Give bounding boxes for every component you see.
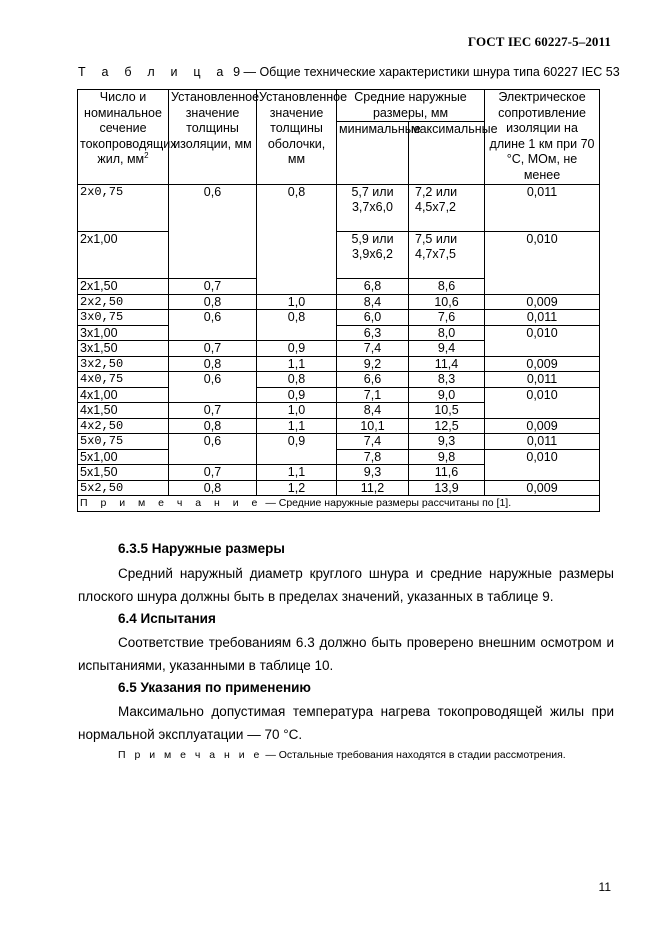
cell-max: 9,8 — [409, 449, 485, 465]
cell-min: 9,3 — [337, 465, 409, 481]
header-outer-dimensions: Средние наружные размеры, мм — [337, 90, 485, 122]
header-cross-section: Число и номинальное сечение токопроводящих жил, $мм^2$ — [78, 90, 169, 185]
cell-sheath: 0,9 — [257, 387, 337, 403]
cell-max: 10,5 — [409, 403, 485, 419]
cell-insulation: 0,7 — [169, 465, 257, 481]
section-6-5-title: 6.5 Указания по применению — [118, 680, 311, 695]
cell-min: 6,0 — [337, 310, 409, 326]
cell-section: 2x1,50 — [78, 279, 169, 295]
cell-min: 7,1 — [337, 387, 409, 403]
cell-sheath: 1,2 — [257, 480, 337, 496]
cell-insulation: 0,6 — [169, 185, 257, 279]
cell-sheath: 1,0 — [257, 294, 337, 310]
header-insulation: Установленное значение толщины изоляции, мм — [169, 90, 257, 185]
cell-section: 5x1,00 — [78, 449, 169, 465]
cell-sheath: 1,1 — [257, 356, 337, 372]
cell-resistance: 0,011 — [485, 185, 600, 232]
cell-resistance: 0,011 — [485, 434, 600, 450]
cell-resistance: 0,009 — [485, 480, 600, 496]
cell-section: 3x1,00 — [78, 325, 169, 341]
table-note — [78, 496, 600, 512]
table-row — [78, 310, 600, 326]
paragraph-line: Максимально допустимая температура нагрева токопроводящей жилы при — [118, 704, 614, 719]
cell-sheath: 0,8 — [257, 185, 337, 295]
cell-max: 12,5 — [409, 418, 485, 434]
cell-section: 4x1,50 — [78, 403, 169, 419]
cell-min: 10,1 — [337, 418, 409, 434]
cell-sheath: 0,8 — [257, 310, 337, 341]
cell-sheath: 0,9 — [257, 434, 337, 465]
cell-resistance: 0,010 — [485, 449, 600, 480]
table-row — [78, 294, 600, 310]
cell-section: 5x2,50 — [78, 480, 169, 496]
cell-max: 11,6 — [409, 465, 485, 481]
header-max: максимальные — [409, 122, 485, 185]
cell-insulation: 0,6 — [169, 434, 257, 465]
cell-insulation: 0,8 — [169, 480, 257, 496]
cell-insulation: 0,6 — [169, 372, 257, 403]
table-row — [78, 449, 600, 465]
table-caption-label: Т а б л и ц а — [78, 65, 230, 79]
cell-min: 11,2 — [337, 480, 409, 496]
cell-resistance: 0,010 — [485, 325, 600, 356]
table-row — [78, 372, 600, 388]
specs-table — [77, 89, 600, 512]
table-note-row — [78, 496, 600, 512]
cell-sheath: 1,1 — [257, 465, 337, 481]
section-6-3-5-body — [78, 562, 614, 608]
bottom-note-text: — Остальные требования находятся в стадии рассмотрения. — [265, 749, 566, 761]
cell-min: 8,4 — [337, 403, 409, 419]
cell-max: 8,3 — [409, 372, 485, 388]
cell-insulation: 0,7 — [169, 403, 257, 419]
cell-sheath: 1,1 — [257, 418, 337, 434]
cell-min: 6,3 — [337, 325, 409, 341]
table-row — [78, 325, 600, 341]
paragraph-line: плоского шнура должны быть в пределах значений, указанных в таблице 9. — [78, 589, 554, 604]
cell-sheath: 0,9 — [257, 341, 337, 357]
section-6-4-body — [78, 631, 614, 677]
cell-resistance: 0,010 — [485, 387, 600, 418]
page-number: 11 — [598, 880, 611, 894]
table-row — [78, 480, 600, 496]
cell-max: 8,0 — [409, 325, 485, 341]
header-resistance: Электрическое сопротивление изоляции на длине 1 км при 70 °С, МОм, не менее — [485, 90, 600, 185]
table-row — [78, 387, 600, 403]
table-row — [78, 356, 600, 372]
cell-max: 9,3 — [409, 434, 485, 450]
table-row — [78, 185, 600, 232]
cell-max: 13,9 — [409, 480, 485, 496]
table-row — [78, 434, 600, 450]
cell-min: 9,2 — [337, 356, 409, 372]
cell-resistance: 0,010 — [485, 232, 600, 295]
cell-section: 2x2,50 — [78, 294, 169, 310]
cell-section: 3x0,75 — [78, 310, 169, 326]
cell-insulation: 0,8 — [169, 356, 257, 372]
cell-min: 7,8 — [337, 449, 409, 465]
cell-max: 7,2 или 4,5x7,2 — [409, 185, 485, 232]
section-6-4-title: 6.4 Испытания — [118, 611, 216, 626]
cell-min: 7,4 — [337, 434, 409, 450]
cell-max: 10,6 — [409, 294, 485, 310]
cell-min: 6,6 — [337, 372, 409, 388]
table-note-label: П р и м е ч а н и е — [80, 497, 263, 509]
cell-min: 5,7 или 3,7x6,0 — [337, 185, 409, 232]
cell-section: 5x0,75 — [78, 434, 169, 450]
cell-insulation: 0,8 — [169, 294, 257, 310]
cell-max: 9,4 — [409, 341, 485, 357]
cell-max: 8,6 — [409, 279, 485, 295]
cell-min: 6,8 — [337, 279, 409, 295]
cell-max: 11,4 — [409, 356, 485, 372]
cell-min: 7,4 — [337, 341, 409, 357]
cell-section: 5x1,50 — [78, 465, 169, 481]
table-caption-text: 9 — Общие технические характеристики шнура типа 60227 IEC 53 — [233, 65, 620, 79]
table-note-text: — Средние наружные размеры рассчитаны по [1]. — [265, 497, 512, 509]
cell-sheath: 1,0 — [257, 403, 337, 419]
cell-section: 3x2,50 — [78, 356, 169, 372]
cell-resistance: 0,009 — [485, 418, 600, 434]
cell-section: 4x2,50 — [78, 418, 169, 434]
cell-resistance: 0,011 — [485, 310, 600, 326]
cell-section: 4x0,75 — [78, 372, 169, 388]
cell-insulation: 0,7 — [169, 341, 257, 357]
cell-sheath: 0,8 — [257, 372, 337, 388]
cell-insulation: 0,7 — [169, 279, 257, 295]
cell-max: 7,5 или 4,7x7,5 — [409, 232, 485, 279]
cell-resistance: 0,011 — [485, 372, 600, 388]
table-row — [78, 232, 600, 279]
paragraph-line: Средний наружный диаметр круглого шнура и средние наружные размеры — [118, 566, 614, 581]
header-min: минимальные — [337, 122, 409, 185]
cell-resistance: 0,009 — [485, 294, 600, 310]
bottom-note-label: П р и м е ч а н и е — [118, 749, 263, 761]
cell-section: 3x1,50 — [78, 341, 169, 357]
bottom-note — [118, 749, 566, 761]
table-row — [78, 418, 600, 434]
section-6-3-5-title: 6.3.5 Наружные размеры — [118, 541, 285, 556]
cell-section: 2x0,75 — [78, 185, 169, 232]
cell-min: 8,4 — [337, 294, 409, 310]
cell-section: 4x1,00 — [78, 387, 169, 403]
document-code: ГОСТ IEC 60227-5–2011 — [467, 34, 611, 49]
cell-section: 2x1,00 — [78, 232, 169, 279]
cell-insulation: 0,6 — [169, 310, 257, 341]
paragraph-line: нормальной эксплуатации — 70 °С. — [78, 727, 303, 742]
table-caption — [78, 65, 618, 79]
header-sheath: Установленное значение толщины оболочки, мм — [257, 90, 337, 185]
cell-max: 7,6 — [409, 310, 485, 326]
cell-resistance: 0,009 — [485, 356, 600, 372]
paragraph-line: Соответствие требованиям 6.3 должно быть проверено внешним осмотром и — [118, 635, 614, 650]
cell-max: 9,0 — [409, 387, 485, 403]
paragraph-line: испытаниями, указанными в таблице 10. — [78, 658, 334, 673]
cell-min: 5,9 или 3,9x6,2 — [337, 232, 409, 279]
cell-insulation: 0,8 — [169, 418, 257, 434]
section-6-5-body — [78, 700, 614, 746]
